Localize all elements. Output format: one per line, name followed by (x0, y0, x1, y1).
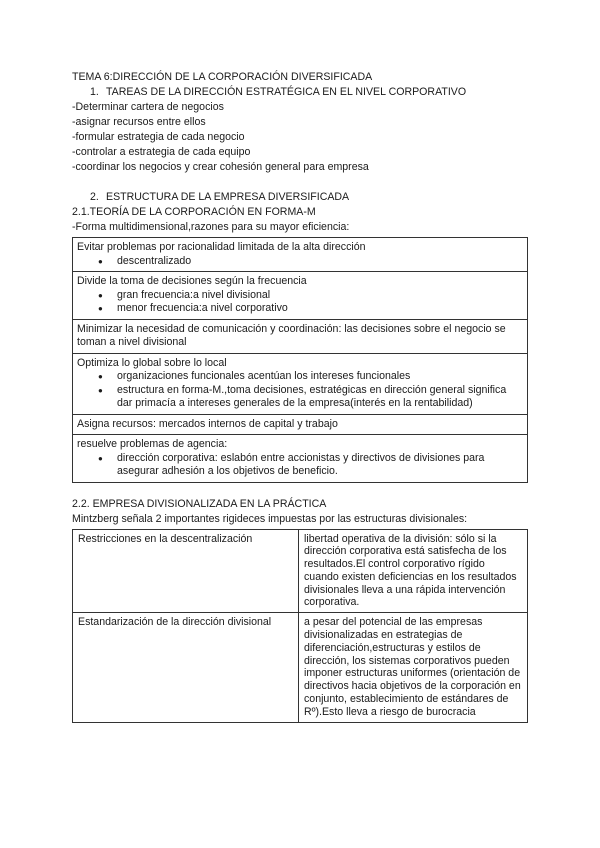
rigidity-name: Estandarización de la dirección divisional (73, 613, 299, 722)
reason-cell (73, 319, 528, 353)
bullet-item: ● descentralizado (117, 255, 522, 269)
reason-bullets (77, 255, 522, 269)
subsection-2-1-heading: 2.1.TEORÍA DE LA CORPORACIÓN EN FORMA-M (72, 206, 316, 218)
reason-row (73, 435, 528, 483)
m-form-reasons-table (72, 237, 528, 483)
subsection-2-2-heading: 2.2. EMPRESA DIVISIONALIZADA EN LA PRÁCTICA (72, 497, 327, 510)
reason-text: Evitar problemas por racionalidad limitada de la alta dirección (77, 241, 366, 253)
reason-row (73, 414, 528, 435)
rigidity-description: a pesar del potencial de las empresas divisionalizadas en estrategias de diferenciación,estructuras y estilos de dirección, los sistemas corporativos pueden imponer estructuras uniformes (orientación de directivos hacia objetivos de la corporación en conjunto, establecimiento de estándares de Rº).Esto lleva a riesgo de burocracia (299, 613, 528, 722)
reason-row (73, 319, 528, 353)
subsection-2-1-intro: -Forma multidimensional,razones para su mayor eficiencia: (72, 221, 350, 233)
reason-cell (73, 414, 528, 435)
bullet-item: ● organizaciones funcionales acentúan los intereses funcionales (117, 370, 522, 384)
task-item: -asignar recursos entre ellos (72, 116, 206, 128)
task-item: -Determinar cartera de negocios (72, 101, 224, 113)
rigidities-table (72, 529, 528, 723)
rigidity-description: libertad operativa de la división: sólo si la dirección corporativa está satisfecha de los resultados.El control corporativo rígido cuando existen deficiencias en los resultados divisionales lleva a una rápida intervención corporativa. (299, 529, 528, 613)
reason-cell (73, 353, 528, 414)
reason-row (73, 238, 528, 272)
task-item: -coordinar los negocios y crear cohesión general para empresa (72, 161, 369, 173)
page-title: TEMA 6:DIRECCIÓN DE LA CORPORACIÓN DIVERSIFICADA (72, 71, 373, 83)
reason-cell (73, 238, 528, 272)
reason-cell (73, 272, 528, 320)
bullet-item: ● dirección corporativa: eslabón entre accionistas y directivos de divisiones para asegurar adhesión a los objetivos de beneficio. (117, 452, 522, 479)
bullet-item: ● menor frecuencia:a nivel corporativo (117, 302, 522, 316)
section2-heading (72, 190, 528, 205)
rigidity-name: Restricciones en la descentralización (73, 529, 299, 613)
bullet-item: ● gran frecuencia:a nivel divisional (117, 289, 522, 303)
document-page (72, 70, 528, 723)
reason-bullets (77, 289, 522, 316)
reason-bullets (77, 370, 522, 411)
section1-task-list (72, 100, 528, 175)
subsection-2-2-intro: Mintzberg señala 2 importantes rigideces impuestas por las estructuras divisionales: (72, 512, 468, 525)
rigidity-row (73, 613, 528, 722)
reason-row (73, 272, 528, 320)
reason-row (73, 353, 528, 414)
reason-cell (73, 435, 528, 483)
task-item: -formular estrategia de cada negocio (72, 131, 245, 143)
section2-number: 2. (90, 191, 99, 203)
reason-text: Asigna recursos: mercados internos de capital y trabajo (77, 417, 338, 430)
section1-number: 1. (90, 86, 99, 98)
reason-text: Optimiza lo global sobre lo local (77, 356, 227, 369)
rigidity-row (73, 529, 528, 613)
section2-heading-text: ESTRUCTURA DE LA EMPRESA DIVERSIFICADA (106, 191, 350, 203)
reason-text: resuelve problemas de agencia: (77, 438, 228, 450)
reason-text: Minimizar la necesidad de comunicación y coordinación: las decisiones sobre el negocio se toman a nivel divisional (77, 322, 506, 348)
bullet-item: ● estructura en forma-M.,toma decisiones, estratégicas en dirección general significa dar primacía a intereses generales de la empresa(interés en la rentabilidad) (117, 384, 522, 411)
task-item: -controlar a estrategia de cada equipo (72, 146, 251, 158)
section1-heading-text: TAREAS DE LA DIRECCIÓN ESTRATÉGICA EN EL NIVEL CORPORATIVO (106, 86, 467, 98)
reason-bullets (77, 452, 522, 479)
reason-text: Divide la toma de decisiones según la frecuencia (77, 275, 307, 287)
section1-heading (72, 85, 528, 100)
